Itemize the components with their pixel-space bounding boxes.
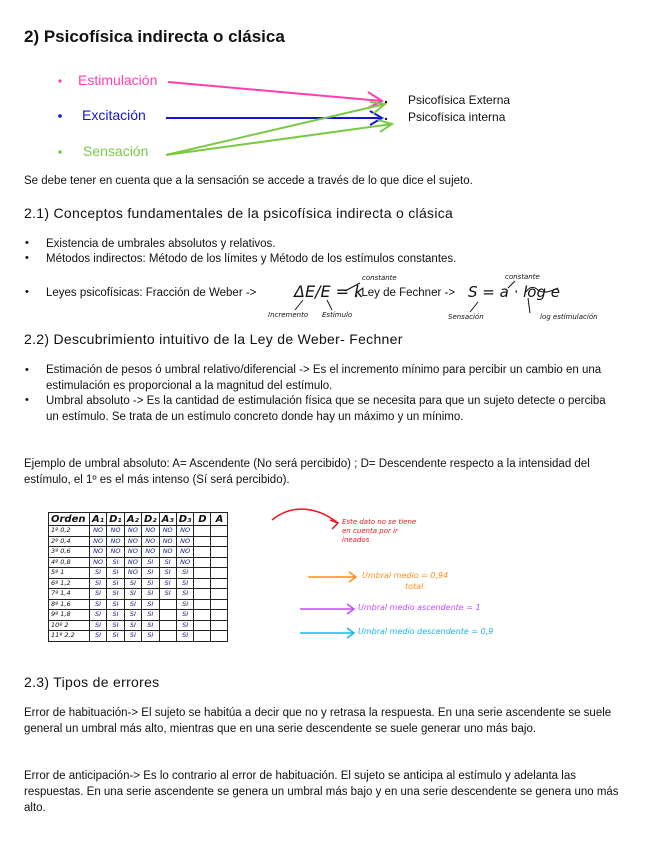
table-cell: SI bbox=[141, 620, 159, 631]
table-cell bbox=[194, 536, 211, 547]
table-cell: SI bbox=[107, 599, 125, 610]
table-header: D₃ bbox=[176, 513, 194, 526]
table-cell bbox=[194, 599, 211, 610]
table-cell bbox=[194, 578, 211, 589]
table-row bbox=[49, 578, 228, 589]
table-cell: SI bbox=[176, 620, 194, 631]
table-cell-order: 1º 0,2 bbox=[49, 526, 90, 537]
annotation-constante: constante bbox=[362, 274, 397, 282]
table-cell: NO bbox=[141, 547, 159, 558]
table-cell: NO bbox=[159, 547, 176, 558]
annotation-red: Este dato no se tiene en cuenta por ir ineados bbox=[342, 518, 417, 544]
annotation-sensacion: Sensación bbox=[448, 313, 484, 321]
fechner-formula: S = a · log e bbox=[468, 283, 560, 301]
table-row bbox=[49, 536, 228, 547]
table-cell: NO bbox=[107, 547, 125, 558]
table-cell: SI bbox=[107, 631, 125, 642]
table-cell: SI bbox=[107, 620, 125, 631]
table-cell-order: 7º 1,4 bbox=[49, 589, 90, 600]
table-cell bbox=[194, 557, 211, 568]
table-cell bbox=[194, 526, 211, 537]
table-header: A₂ bbox=[124, 513, 141, 526]
table-cell bbox=[159, 599, 176, 610]
table-cell bbox=[211, 557, 228, 568]
table-cell bbox=[211, 610, 228, 621]
list-item: Métodos indirectos: Método de los límites y Método de los estímulos constantes. bbox=[46, 253, 457, 265]
table-cell bbox=[159, 610, 176, 621]
table-cell: NO bbox=[90, 547, 107, 558]
annotation-log: log estímulación bbox=[540, 313, 598, 321]
table-cell bbox=[211, 568, 228, 579]
table-cell: SI bbox=[107, 610, 125, 621]
bullet: • bbox=[25, 394, 29, 406]
fechner-pointer-1 bbox=[470, 302, 478, 312]
annotation-violet: Umbral medio ascendente = 1 bbox=[358, 603, 481, 612]
table-row bbox=[49, 557, 228, 568]
table-cell bbox=[194, 631, 211, 642]
note-text: Se debe tener en cuenta que a la sensación se accede a través de lo que dice el sujeto. bbox=[24, 175, 473, 187]
table-cell: SI bbox=[141, 631, 159, 642]
table-cell: NO bbox=[124, 526, 141, 537]
table-cell: SI bbox=[176, 631, 194, 642]
label-psicofisica-externa: Psicofísica Externa bbox=[408, 93, 511, 107]
table-cell: NO bbox=[159, 536, 176, 547]
label-estimulacion: Estimulación bbox=[78, 72, 158, 88]
table-cell: SI bbox=[176, 610, 194, 621]
table-cell: NO bbox=[159, 526, 176, 537]
table-cell: NO bbox=[90, 526, 107, 537]
table-cell: SI bbox=[141, 610, 159, 621]
threshold-table bbox=[48, 512, 228, 642]
table-cell bbox=[194, 547, 211, 558]
table-cell: NO bbox=[90, 557, 107, 568]
table-row bbox=[49, 589, 228, 600]
red-curve-arrow bbox=[272, 509, 338, 523]
table-cell bbox=[211, 547, 228, 558]
table-cell bbox=[194, 568, 211, 579]
table-row bbox=[49, 610, 228, 621]
laws-prefix: Leyes psicofísicas: Fracción de Weber -> bbox=[46, 287, 257, 299]
table-cell: SI bbox=[107, 557, 125, 568]
annotation-estimulo: Estímulo bbox=[322, 311, 353, 319]
section-title: 2) Psicofísica indirecta o clásica bbox=[24, 27, 285, 46]
bullet-blue bbox=[58, 114, 62, 118]
annotation-cyan: Umbral medio descendente = 0,9 bbox=[358, 627, 494, 636]
table-cell: SI bbox=[124, 610, 141, 621]
table-header: Orden bbox=[49, 513, 90, 526]
weber-pointer-2 bbox=[327, 300, 332, 310]
table-cell: SI bbox=[90, 568, 107, 579]
weber-formula: ΔE/E = k bbox=[294, 282, 364, 301]
table-cell: SI bbox=[159, 578, 176, 589]
annotation-orange: Umbral medio = 0,94 bbox=[362, 571, 449, 580]
table-cell bbox=[211, 536, 228, 547]
table-header-row bbox=[49, 513, 228, 526]
table-cell: SI bbox=[141, 578, 159, 589]
table-cell bbox=[211, 526, 228, 537]
table-cell bbox=[211, 589, 228, 600]
label-psicofisica-interna: Psicofísica interna bbox=[408, 110, 506, 124]
table-cell bbox=[159, 631, 176, 642]
table-cell: NO bbox=[176, 557, 194, 568]
table-cell: SI bbox=[90, 610, 107, 621]
table-cell: NO bbox=[176, 536, 194, 547]
table-cell: NO bbox=[141, 536, 159, 547]
table-cell: SI bbox=[124, 589, 141, 600]
table-cell: SI bbox=[124, 631, 141, 642]
bullet: • bbox=[25, 252, 29, 264]
table-cell: SI bbox=[107, 578, 125, 589]
table-cell: NO bbox=[141, 526, 159, 537]
table-header: D₁ bbox=[107, 513, 125, 526]
table-header: A bbox=[211, 513, 228, 526]
list-item: Existencia de umbrales absolutos y relativos. bbox=[46, 238, 276, 250]
table-cell-order: 10º 2 bbox=[49, 620, 90, 631]
table-cell-order: 2º 0,4 bbox=[49, 536, 90, 547]
subsection-2-3-title: 2.3) Tipos de errores bbox=[24, 674, 160, 690]
table-cell: SI bbox=[141, 589, 159, 600]
bullet-green bbox=[58, 150, 62, 154]
table-row bbox=[49, 620, 228, 631]
laws-middle: ; Ley de Fechner -> bbox=[355, 287, 456, 299]
table-cell: SI bbox=[176, 578, 194, 589]
table-cell: NO bbox=[124, 547, 141, 558]
table-row bbox=[49, 568, 228, 579]
bullet: • bbox=[25, 237, 29, 249]
list-item: Estimación de pesos ó umbral relativo/diferencial -> Es el incremento mínimo para percibir un cambio en una estimulación es proporcional a la magnitud del estímulo. bbox=[46, 364, 602, 392]
table-cell bbox=[211, 578, 228, 589]
annotation-incremento: Incremento bbox=[268, 311, 309, 319]
table-cell: SI bbox=[90, 578, 107, 589]
table-cell: SI bbox=[141, 599, 159, 610]
bullet-right-2 bbox=[385, 118, 387, 120]
table-cell: SI bbox=[159, 557, 176, 568]
table-cell: SI bbox=[124, 599, 141, 610]
table-cell: SI bbox=[90, 620, 107, 631]
annotation-orange-total: total bbox=[405, 582, 424, 591]
table-cell: NO bbox=[107, 526, 125, 537]
table-cell: NO bbox=[124, 536, 141, 547]
label-excitacion: Excitación bbox=[82, 107, 146, 123]
table-cell: SI bbox=[107, 568, 125, 579]
subsection-2-1-title: 2.1) Conceptos fundamentales de la psicofísica indirecta o clásica bbox=[24, 205, 454, 221]
bullet-right-1 bbox=[385, 101, 387, 103]
table-header: D bbox=[194, 513, 211, 526]
table-cell: SI bbox=[124, 578, 141, 589]
table-cell: SI bbox=[159, 589, 176, 600]
table-cell bbox=[211, 620, 228, 631]
table-cell-order: 4º 0,8 bbox=[49, 557, 90, 568]
table-cell-order: 9º 1,8 bbox=[49, 610, 90, 621]
table-cell: NO bbox=[124, 557, 141, 568]
subsection-2-2-title: 2.2) Descubrimiento intuitivo de la Ley de Weber- Fechner bbox=[24, 331, 403, 347]
table-header: A₃ bbox=[159, 513, 176, 526]
table-row bbox=[49, 599, 228, 610]
table-header: A₁ bbox=[90, 513, 107, 526]
annotation-constante-2: constante bbox=[505, 273, 540, 281]
table-cell: SI bbox=[141, 557, 159, 568]
table-cell: SI bbox=[107, 589, 125, 600]
table-cell bbox=[211, 631, 228, 642]
table-cell: SI bbox=[124, 620, 141, 631]
bullet: • bbox=[25, 364, 29, 376]
table-cell: SI bbox=[90, 589, 107, 600]
table-cell: NO bbox=[107, 536, 125, 547]
table-cell-order: 3º 0,6 bbox=[49, 547, 90, 558]
example-text: Ejemplo de umbral absoluto: A= Ascendente (No será percibido) ; D= Descendente respecto a la intensidad del estímulo, el 1º es el más intenso (Sí será percibido). bbox=[24, 458, 590, 486]
table-cell: SI bbox=[176, 599, 194, 610]
weber-pointer-1 bbox=[295, 300, 303, 310]
table-cell: NO bbox=[176, 547, 194, 558]
table-cell: NO bbox=[176, 526, 194, 537]
table-cell: SI bbox=[90, 631, 107, 642]
table-cell: SI bbox=[90, 599, 107, 610]
table-cell-order: 8º 1,6 bbox=[49, 599, 90, 610]
paragraph-habituacion: Error de habituación-> El sujeto se habitúa a decir que no y retrasa la respuesta. En una serie ascendente se suele general un umbral más alto, mientras que en una serie descendente se suele generar uno más bajo. bbox=[24, 707, 612, 735]
table-cell: NO bbox=[124, 568, 141, 579]
table-cell bbox=[194, 589, 211, 600]
table-row bbox=[49, 526, 228, 537]
table-cell: SI bbox=[141, 568, 159, 579]
label-sensacion: Sensación bbox=[83, 143, 149, 159]
bullet-pink bbox=[58, 79, 61, 82]
bullet: • bbox=[25, 286, 29, 298]
table-cell-order: 11º 2,2 bbox=[49, 631, 90, 642]
table-cell bbox=[194, 610, 211, 621]
table-row bbox=[49, 631, 228, 642]
table-cell-order: 5º 1 bbox=[49, 568, 90, 579]
table-cell: NO bbox=[90, 536, 107, 547]
table-cell bbox=[211, 599, 228, 610]
paragraph-anticipacion: Error de anticipación-> Es lo contrario al error de habituación. El sujeto se anticipa al estímulo y adelanta las respuestas. En una serie ascendente se genera un umbral más bajo y en una serie descendente se genera uno más alto. bbox=[24, 770, 619, 814]
table-header: D₂ bbox=[141, 513, 159, 526]
table-row bbox=[49, 547, 228, 558]
table-cell bbox=[194, 620, 211, 631]
table-cell bbox=[159, 620, 176, 631]
arrow-pink bbox=[168, 82, 382, 101]
table-cell: SI bbox=[176, 568, 194, 579]
table-cell: SI bbox=[176, 589, 194, 600]
table-cell: SI bbox=[159, 568, 176, 579]
table-cell-order: 6º 1,2 bbox=[49, 578, 90, 589]
list-item: Umbral absoluto -> Es la cantidad de estimulación física que se necesita para que un sujeto detecte o perciba un estímulo. Se trata de un estímulo concreto donde hay un máximo y un mínimo. bbox=[46, 395, 606, 423]
